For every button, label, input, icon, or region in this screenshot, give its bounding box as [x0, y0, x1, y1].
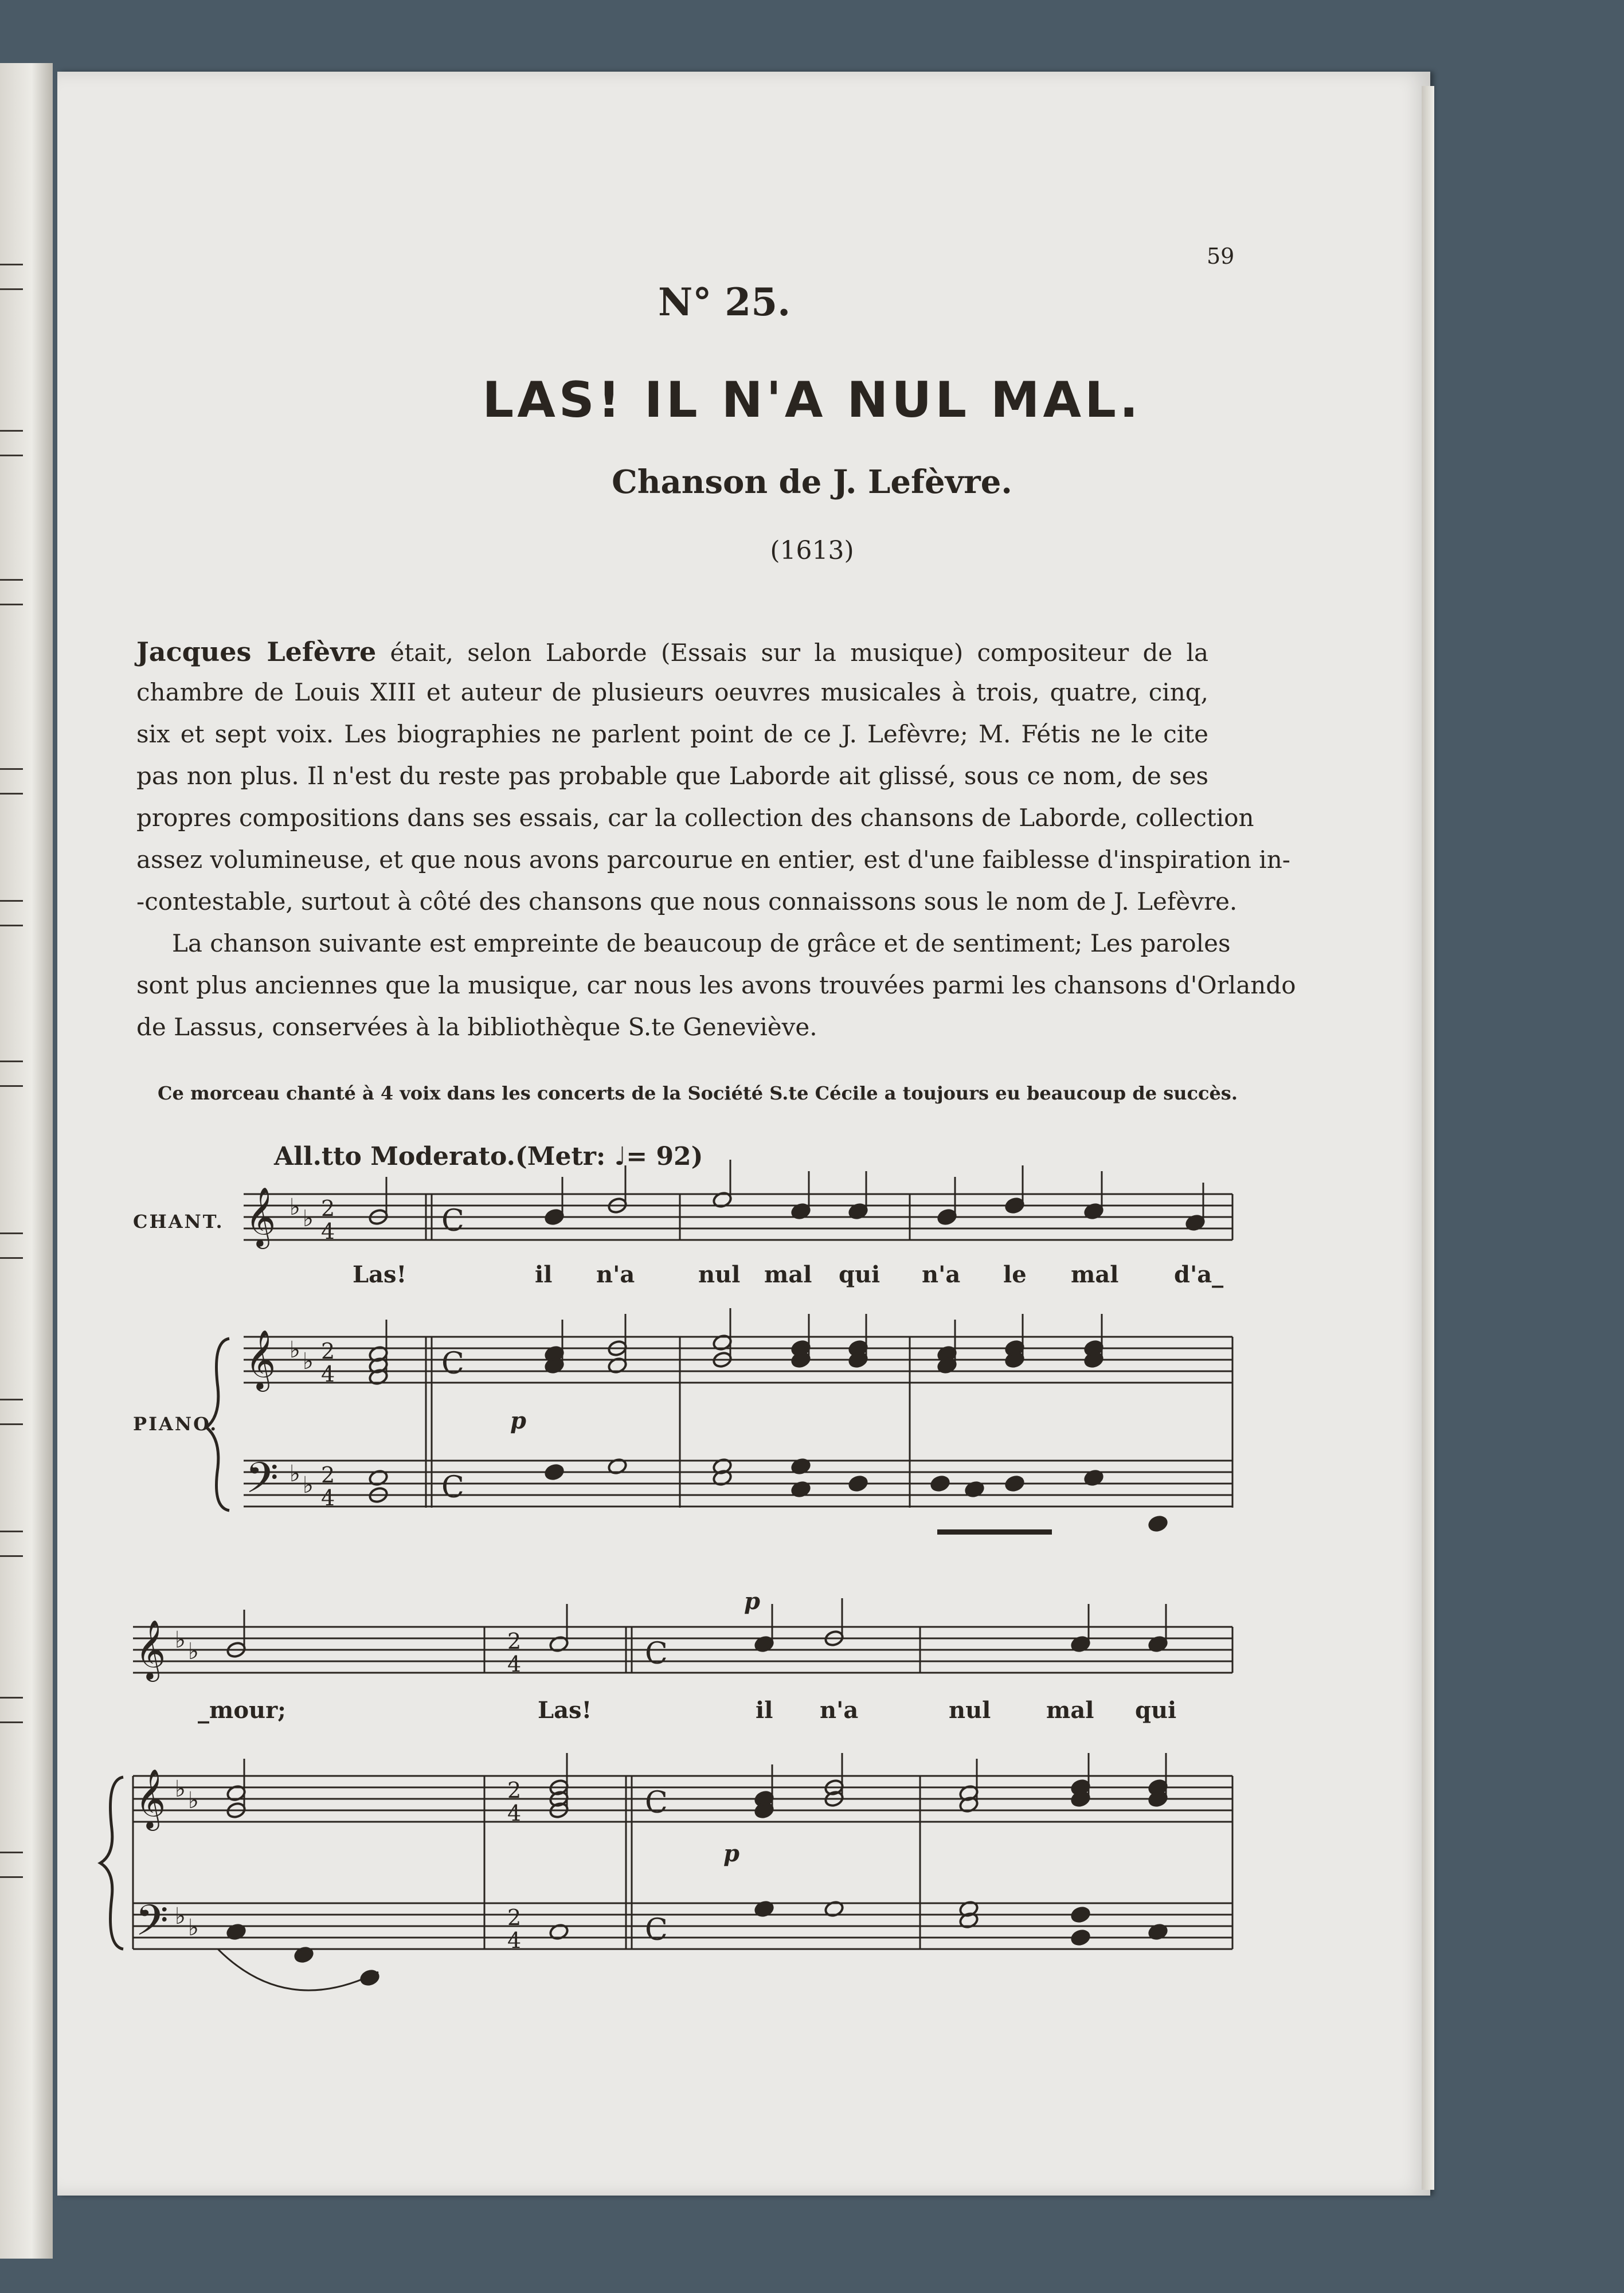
time-signature: 2 [507, 1629, 522, 1654]
intro-line-9: sont plus anciennes que la musique, car nous les avons trouvées parmi les chansons d'Orlando [136, 971, 1296, 999]
treble-clef-icon: 𝄞 [245, 1329, 276, 1390]
note-head [1070, 1929, 1091, 1947]
note-head [1070, 1906, 1091, 1924]
lyric-syllable: Las! [353, 1261, 407, 1288]
intro-line-10: de Lassus, conservées à la bibliothèque S.te Geneviève. [136, 1013, 817, 1041]
note-head [848, 1475, 868, 1493]
time-signature: 2 [321, 1339, 335, 1364]
flat-sign-icon: ♭ [175, 1627, 186, 1653]
lyric-syllable: n'a [820, 1697, 859, 1724]
intro-line-5: propres compositions dans ses essais, car la collection des chansons de Laborde, collection [136, 804, 1254, 832]
lyric-syllable: mal [764, 1261, 812, 1288]
composer-name: Jacques Lefèvre [136, 636, 377, 667]
lyric-syllable: mal [1046, 1697, 1094, 1724]
intro-line-6: assez volumineuse, et que nous avons parcourue en entier, est d'une faiblesse d'inspiration in- [136, 846, 1290, 874]
note-head [544, 1464, 565, 1481]
note-head [359, 1969, 380, 1987]
intro-line-2: chambre de Louis XIII et auteur de plusieurs oeuvres musicales à trois, quatre, cinq, [136, 678, 1208, 706]
dynamic-piano-marking: p [723, 1840, 739, 1867]
grand-staff-brace [206, 1339, 229, 1511]
flat-sign-icon: ♭ [303, 1206, 314, 1232]
lyric-syllable: _mour; [198, 1697, 286, 1724]
bass-clef-icon: 𝄢 [245, 1453, 279, 1513]
page-number: 59 [1207, 244, 1235, 269]
piano-label: PIANO. [133, 1413, 218, 1435]
time-signature: 2 [507, 1905, 522, 1930]
common-time-icon: C [441, 1204, 464, 1238]
lyric-syllable: n'a [922, 1261, 961, 1288]
time-signature: 2 [321, 1462, 335, 1488]
chant-label: CHANT. [133, 1211, 224, 1232]
time-signature: 4 [507, 1928, 522, 1953]
song-title: LAS! IL N'A NUL MAL. [482, 371, 1142, 429]
lyric-syllable: qui [839, 1261, 881, 1288]
flat-sign-icon: ♭ [175, 1776, 186, 1802]
common-time-icon: C [441, 1470, 464, 1505]
lyric-syllable: nul [698, 1261, 741, 1288]
lyric-syllable: il [535, 1261, 553, 1288]
lyric-syllable: mal [1071, 1261, 1119, 1288]
flat-sign-icon: ♭ [303, 1472, 314, 1498]
intro-line-3: six et sept voix. Les biographies ne parlent point de ce J. Lefèvre; M. Fétis ne le cite [136, 720, 1208, 748]
flat-sign-icon: ♭ [303, 1348, 314, 1375]
treble-clef-icon: 𝄞 [135, 1619, 166, 1680]
note-head [1148, 1515, 1168, 1533]
flat-sign-icon: ♭ [188, 1915, 199, 1941]
common-time-icon: C [645, 1637, 668, 1671]
intro-line-7: -contestable, surtout à côté des chansons que nous connaissons sous le nom de J. Lefèvre. [136, 887, 1238, 915]
intro-line-8: La chanson suivante est empreinte de beaucoup de grâce et de sentiment; Les paroles [172, 929, 1231, 957]
flat-sign-icon: ♭ [289, 1194, 300, 1220]
dynamic-piano-marking: p [510, 1407, 526, 1434]
time-signature: 4 [321, 1485, 335, 1511]
flat-sign-icon: ♭ [289, 1461, 300, 1487]
common-time-icon: C [645, 1786, 668, 1820]
time-signature: 2 [507, 1778, 522, 1803]
time-signature: 2 [321, 1196, 335, 1221]
lyric-syllable: d'a_ [1174, 1261, 1224, 1288]
lyric-syllable: Las! [538, 1697, 592, 1724]
flat-sign-icon: ♭ [188, 1787, 199, 1814]
lyric-syllable: il [756, 1697, 773, 1724]
lyric-syllable: le [1003, 1261, 1027, 1288]
dynamic-piano-marking: p [744, 1588, 760, 1615]
flat-sign-icon: ♭ [175, 1903, 186, 1930]
treble-clef-icon: 𝄞 [245, 1187, 276, 1247]
time-signature: 4 [507, 1652, 522, 1677]
grand-staff-brace [100, 1777, 123, 1949]
beam [937, 1529, 1052, 1535]
lyric-syllable: qui [1135, 1697, 1177, 1724]
lyric-syllable: nul [949, 1697, 991, 1724]
note-head [930, 1475, 950, 1493]
performance-note: Ce morceau chanté à 4 voix dans les concerts de la Société S.te Cécile a toujours eu beaucoup de succès. [158, 1082, 1238, 1104]
treble-clef-icon: 𝄞 [135, 1768, 166, 1829]
common-time-icon: C [441, 1347, 464, 1381]
song-year: (1613) [770, 536, 854, 565]
lyric-syllable: n'a [596, 1261, 635, 1288]
tempo-marking: All.tto Moderato.(Metr: ♩= 92) [274, 1142, 703, 1171]
intro-text: était, selon Laborde (Essais sur la musique) compositeur de la [390, 639, 1208, 667]
common-time-icon: C [645, 1913, 668, 1947]
song-subtitle: Chanson de J. Lefèvre. [612, 463, 1012, 501]
flat-sign-icon: ♭ [188, 1638, 199, 1665]
piece-number: N° 25. [658, 280, 791, 324]
intro-line-4: pas non plus. Il n'est du reste pas probable que Laborde ait glissé, sous ce nom, de ses [136, 762, 1208, 790]
note-head [1004, 1475, 1025, 1493]
bass-clef-icon: 𝄢 [135, 1896, 169, 1956]
time-signature: 4 [321, 1361, 335, 1387]
time-signature: 4 [507, 1801, 522, 1826]
time-signature: 4 [321, 1219, 335, 1244]
flat-sign-icon: ♭ [289, 1337, 300, 1363]
